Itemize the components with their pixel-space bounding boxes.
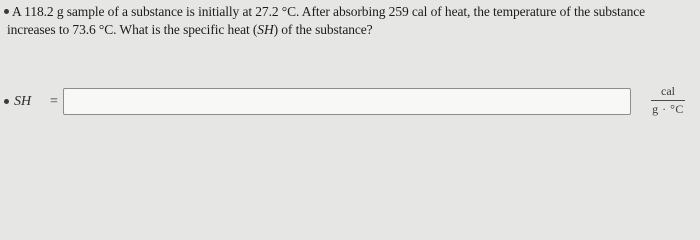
question-variable: SH — [257, 22, 274, 37]
answer-row — [4, 84, 694, 118]
question-line-2: increases to 73.6 °C. What is the specific heat (SH) of the substance? — [7, 22, 373, 37]
units-numerator: cal — [661, 84, 675, 98]
question-line-1: A 118.2 g sample of a substance is initially at 27.2 °C. After absorbing 259 cal of heat, the temperature of the substance — [12, 4, 646, 19]
question-text — [4, 3, 684, 39]
answer-units — [645, 84, 691, 117]
units-denominator: g · °C — [652, 102, 684, 116]
question-bullet — [4, 9, 9, 14]
answer-bullet — [4, 99, 9, 104]
specific-heat-input[interactable] — [63, 88, 631, 115]
answer-equals-sign: = — [50, 94, 58, 109]
answer-variable-label: SH — [14, 94, 32, 109]
